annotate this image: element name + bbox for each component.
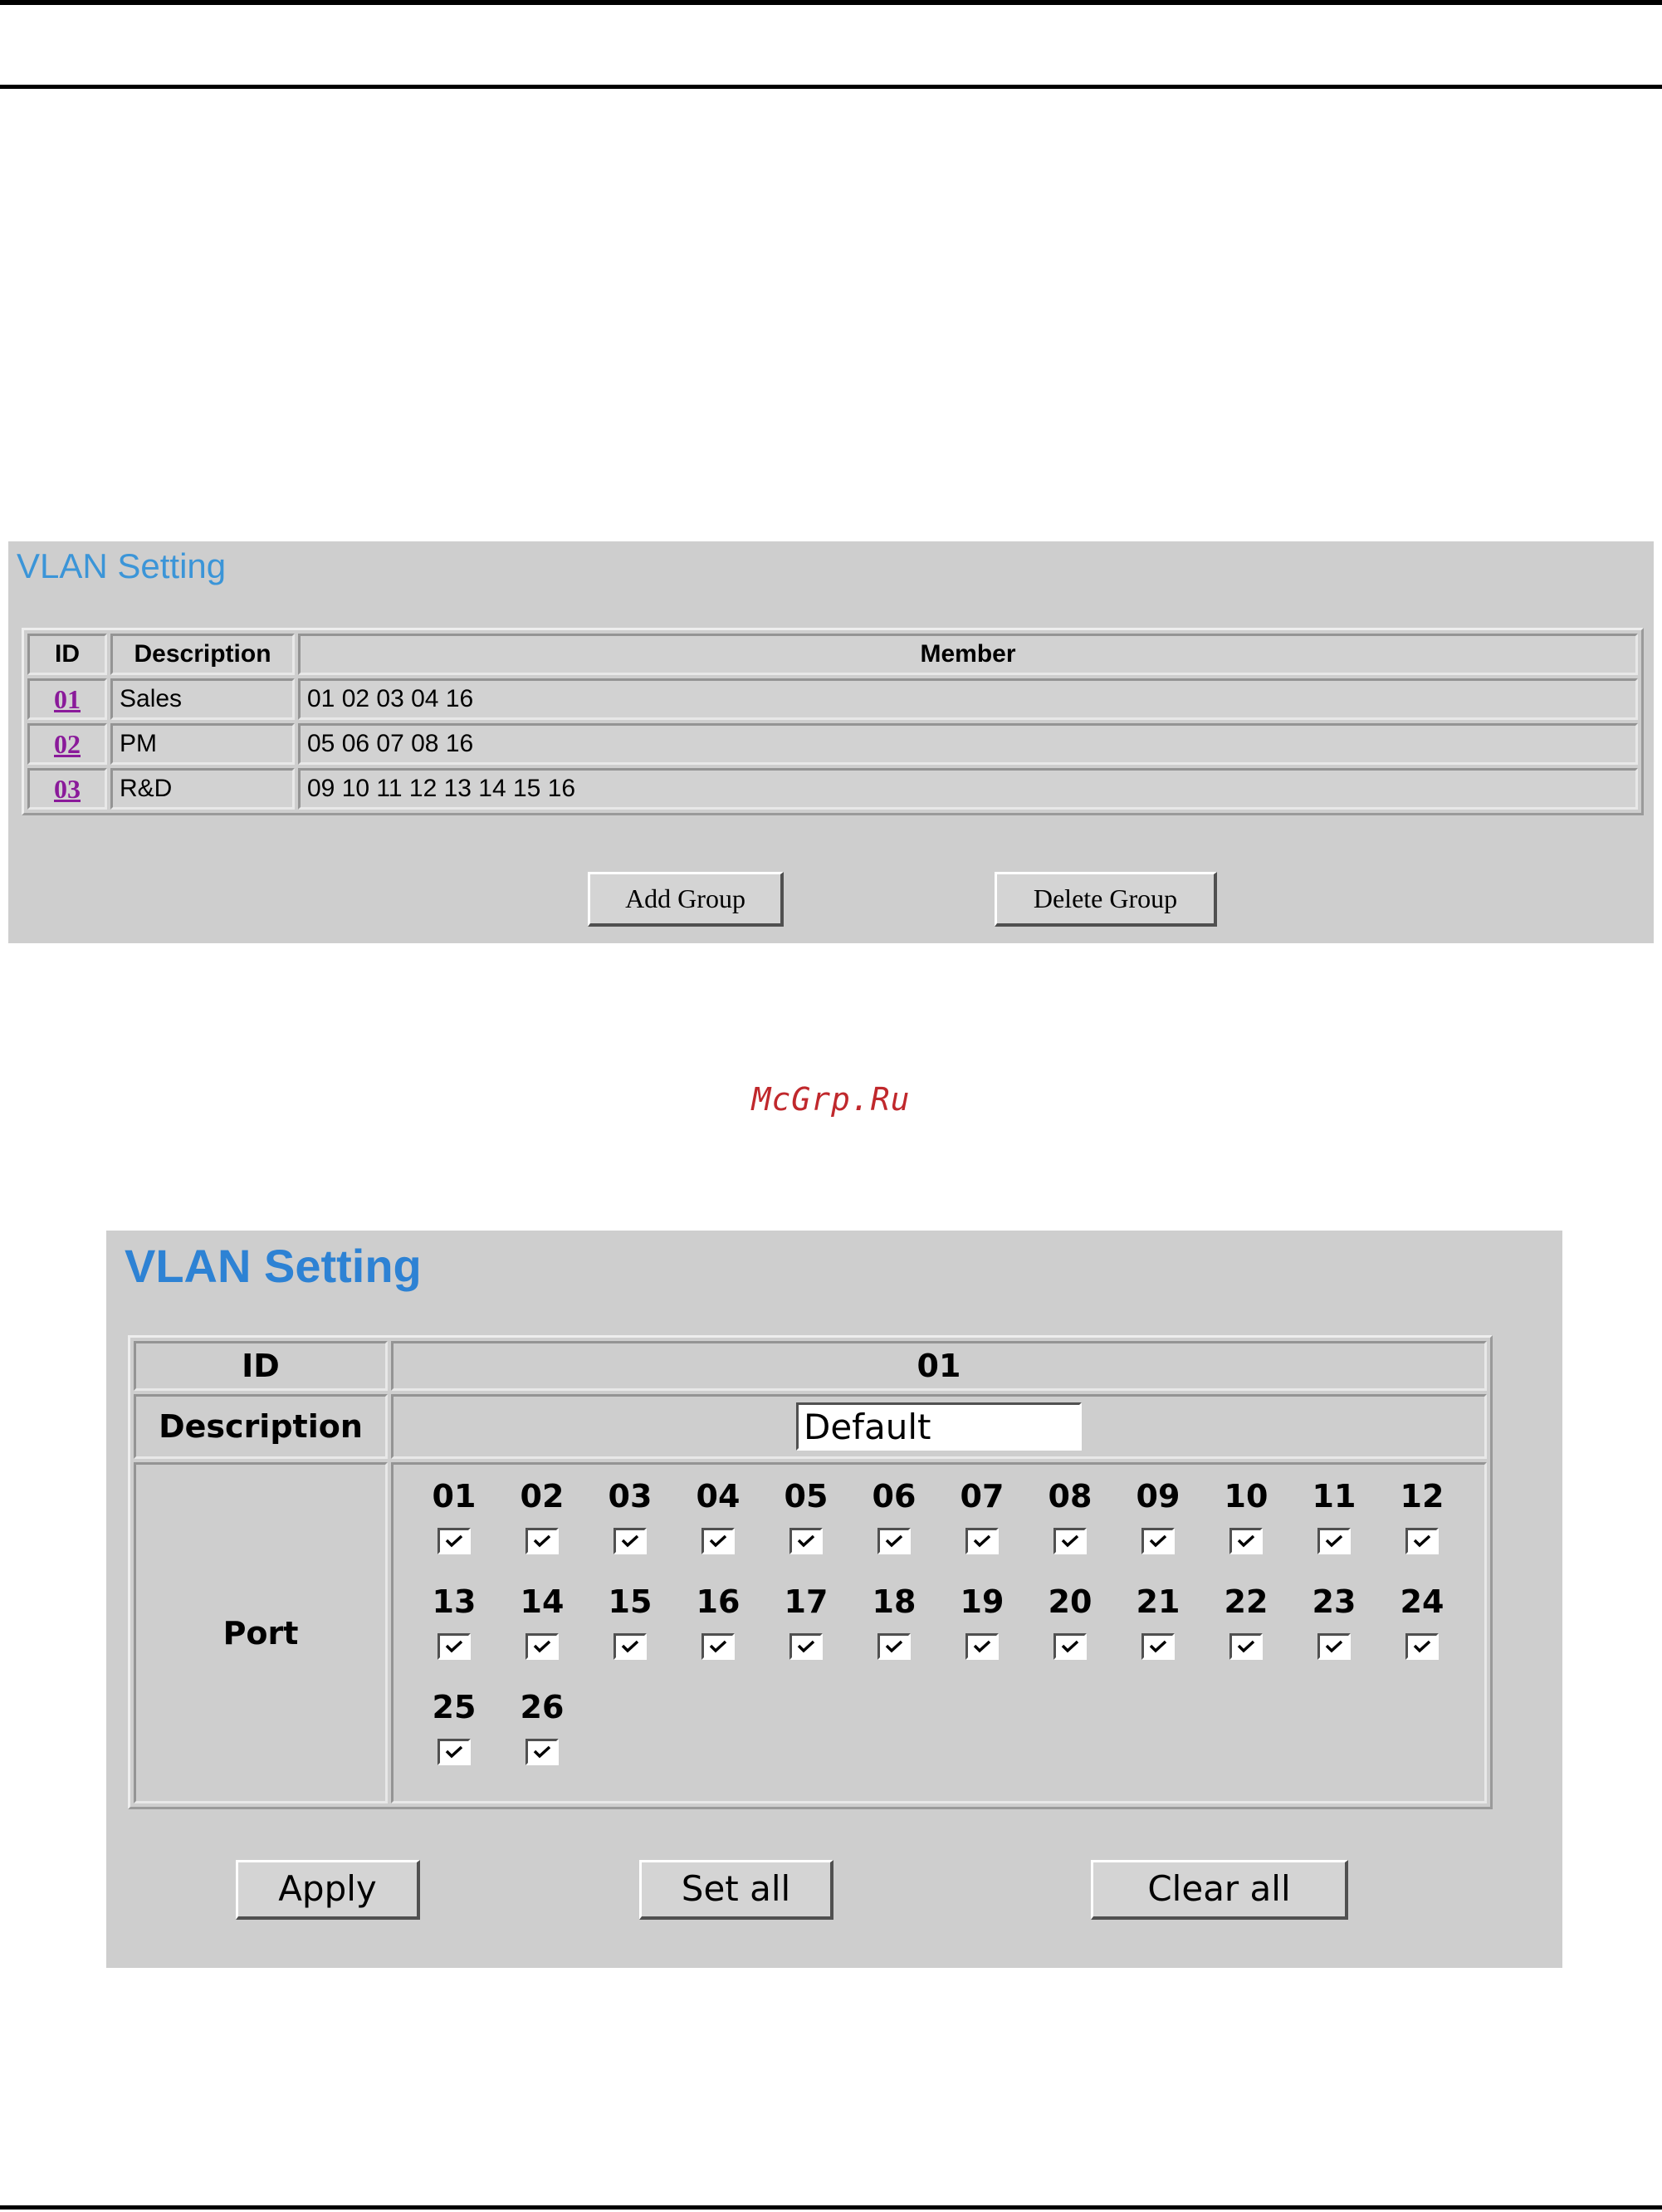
vlan-edit-panel xyxy=(106,1231,1562,1968)
vlan-edit-table xyxy=(128,1335,1493,1809)
watermark-text: McGrp.Ru xyxy=(751,1081,911,1118)
check-icon xyxy=(531,1638,553,1655)
port-checkbox[interactable] xyxy=(965,1633,999,1660)
vlan-description-cell: PM xyxy=(110,723,295,765)
port-item xyxy=(674,1473,762,1578)
port-number: 22 xyxy=(1224,1583,1268,1620)
port-checkbox[interactable] xyxy=(789,1633,823,1660)
port-item xyxy=(1290,1473,1378,1578)
clear-all-button[interactable]: Clear all xyxy=(1091,1860,1348,1920)
port-number: 08 xyxy=(1048,1478,1093,1515)
check-icon xyxy=(795,1533,817,1549)
member-column-header: Member xyxy=(298,634,1638,675)
port-number: 11 xyxy=(1312,1478,1356,1515)
port-number: 07 xyxy=(960,1478,1005,1515)
port-label: Port xyxy=(134,1462,388,1803)
vlan-edit-title: VLAN Setting xyxy=(125,1240,422,1292)
port-checkbox[interactable] xyxy=(525,1739,559,1765)
port-item xyxy=(498,1684,586,1789)
port-number: 24 xyxy=(1400,1583,1444,1620)
description-column-header: Description xyxy=(110,634,295,675)
port-checkbox[interactable] xyxy=(525,1528,559,1554)
vlan-member-cell: 09 10 11 12 13 14 15 16 xyxy=(298,768,1638,810)
port-number: 13 xyxy=(432,1583,477,1620)
port-item xyxy=(762,1473,850,1578)
port-checkbox[interactable] xyxy=(1317,1633,1351,1660)
port-number: 17 xyxy=(784,1583,829,1620)
port-checkbox[interactable] xyxy=(613,1528,647,1554)
vlan-description-cell: R&D xyxy=(110,768,295,810)
port-item xyxy=(938,1473,1026,1578)
port-number: 02 xyxy=(520,1478,565,1515)
port-number: 10 xyxy=(1224,1478,1268,1515)
port-item xyxy=(1290,1578,1378,1684)
port-checkbox[interactable] xyxy=(877,1528,911,1554)
vlan-group-table xyxy=(22,628,1644,815)
port-item xyxy=(586,1473,674,1578)
footer-rule xyxy=(0,2205,1662,2210)
vlan-description-cell: Sales xyxy=(110,678,295,720)
check-icon xyxy=(1147,1533,1169,1549)
check-icon xyxy=(1411,1638,1433,1655)
port-number: 20 xyxy=(1048,1583,1093,1620)
check-icon xyxy=(1059,1533,1081,1549)
port-checkbox[interactable] xyxy=(613,1633,647,1660)
port-checkbox[interactable] xyxy=(1405,1528,1439,1554)
check-icon xyxy=(443,1533,465,1549)
port-number: 16 xyxy=(696,1583,741,1620)
port-item xyxy=(1114,1473,1202,1578)
port-checkbox[interactable] xyxy=(1405,1633,1439,1660)
port-number: 26 xyxy=(520,1689,565,1725)
port-checkbox[interactable] xyxy=(1229,1528,1263,1554)
port-checkbox[interactable] xyxy=(1229,1633,1263,1660)
check-icon xyxy=(1147,1638,1169,1655)
description-input[interactable] xyxy=(796,1402,1082,1451)
port-checkbox[interactable] xyxy=(701,1633,735,1660)
port-item xyxy=(586,1578,674,1684)
port-item xyxy=(1026,1473,1114,1578)
apply-button[interactable]: Apply xyxy=(236,1860,420,1920)
port-item xyxy=(938,1578,1026,1684)
port-item xyxy=(1378,1578,1466,1684)
port-number: 23 xyxy=(1312,1583,1356,1620)
port-number: 09 xyxy=(1136,1478,1181,1515)
port-item xyxy=(498,1578,586,1684)
check-icon xyxy=(443,1638,465,1655)
port-item xyxy=(410,1578,498,1684)
id-column-header: ID xyxy=(27,634,107,675)
port-item xyxy=(1026,1578,1114,1684)
port-number: 15 xyxy=(608,1583,653,1620)
vlan-list-panel xyxy=(8,541,1654,943)
top-rule xyxy=(0,0,1662,5)
port-number: 21 xyxy=(1136,1583,1181,1620)
port-item xyxy=(1114,1578,1202,1684)
port-checkbox[interactable] xyxy=(525,1633,559,1660)
check-icon xyxy=(1323,1638,1345,1655)
delete-group-button[interactable]: Delete Group xyxy=(995,872,1217,927)
check-icon xyxy=(795,1638,817,1655)
port-checkbox[interactable] xyxy=(1141,1528,1175,1554)
vlan-list-title: VLAN Setting xyxy=(17,546,227,585)
port-checkbox[interactable] xyxy=(877,1633,911,1660)
check-icon xyxy=(971,1638,993,1655)
vlan-id-link-01[interactable]: 01 xyxy=(54,683,81,714)
port-item xyxy=(674,1578,762,1684)
table-row xyxy=(27,723,1638,765)
port-checkbox[interactable] xyxy=(437,1739,471,1765)
description-label: Description xyxy=(134,1394,388,1459)
check-icon xyxy=(883,1533,905,1549)
add-group-button[interactable]: Add Group xyxy=(588,872,784,927)
vlan-member-cell: 01 02 03 04 16 xyxy=(298,678,1638,720)
port-checkbox[interactable] xyxy=(437,1528,471,1554)
check-icon xyxy=(1323,1533,1345,1549)
port-item xyxy=(1202,1578,1290,1684)
id-label: ID xyxy=(134,1341,388,1391)
port-checkbox[interactable] xyxy=(1053,1633,1087,1660)
port-checkbox[interactable] xyxy=(1141,1633,1175,1660)
check-icon xyxy=(707,1533,729,1549)
check-icon xyxy=(1411,1533,1433,1549)
table-row xyxy=(27,768,1638,810)
check-icon xyxy=(443,1744,465,1760)
port-number: 18 xyxy=(872,1583,917,1620)
check-icon xyxy=(883,1638,905,1655)
vlan-id-link-02[interactable]: 02 xyxy=(54,728,81,759)
port-item xyxy=(410,1473,498,1578)
check-icon xyxy=(619,1533,641,1549)
vlan-id-link-03[interactable]: 03 xyxy=(54,773,81,804)
port-checkbox[interactable] xyxy=(965,1528,999,1554)
table-row xyxy=(27,678,1638,720)
port-number: 14 xyxy=(520,1583,565,1620)
port-item xyxy=(410,1684,498,1789)
port-item xyxy=(498,1473,586,1578)
check-icon xyxy=(1059,1638,1081,1655)
check-icon xyxy=(1235,1533,1257,1549)
port-number: 05 xyxy=(784,1478,829,1515)
port-item xyxy=(1378,1473,1466,1578)
port-item xyxy=(850,1578,938,1684)
port-number: 06 xyxy=(872,1478,917,1515)
port-checkbox-grid xyxy=(394,1465,1484,1801)
check-icon xyxy=(531,1533,553,1549)
port-number: 12 xyxy=(1400,1478,1444,1515)
set-all-button[interactable]: Set all xyxy=(639,1860,833,1920)
vlan-member-cell: 05 06 07 08 16 xyxy=(298,723,1638,765)
port-item xyxy=(762,1578,850,1684)
port-number: 01 xyxy=(432,1478,477,1515)
id-value: 01 xyxy=(391,1341,1487,1391)
port-item xyxy=(1202,1473,1290,1578)
port-item xyxy=(850,1473,938,1578)
port-number: 03 xyxy=(608,1478,653,1515)
port-checkbox[interactable] xyxy=(1317,1528,1351,1554)
port-number: 19 xyxy=(960,1583,1005,1620)
port-number: 04 xyxy=(696,1478,741,1515)
check-icon xyxy=(531,1744,553,1760)
check-icon xyxy=(971,1533,993,1549)
port-checkbox[interactable] xyxy=(437,1633,471,1660)
port-checkbox[interactable] xyxy=(1053,1528,1087,1554)
port-number: 25 xyxy=(432,1689,477,1725)
table-header-row xyxy=(27,634,1638,675)
port-checkbox[interactable] xyxy=(701,1528,735,1554)
check-icon xyxy=(707,1638,729,1655)
header-rule xyxy=(0,85,1662,89)
port-checkbox[interactable] xyxy=(789,1528,823,1554)
check-icon xyxy=(1235,1638,1257,1655)
check-icon xyxy=(619,1638,641,1655)
